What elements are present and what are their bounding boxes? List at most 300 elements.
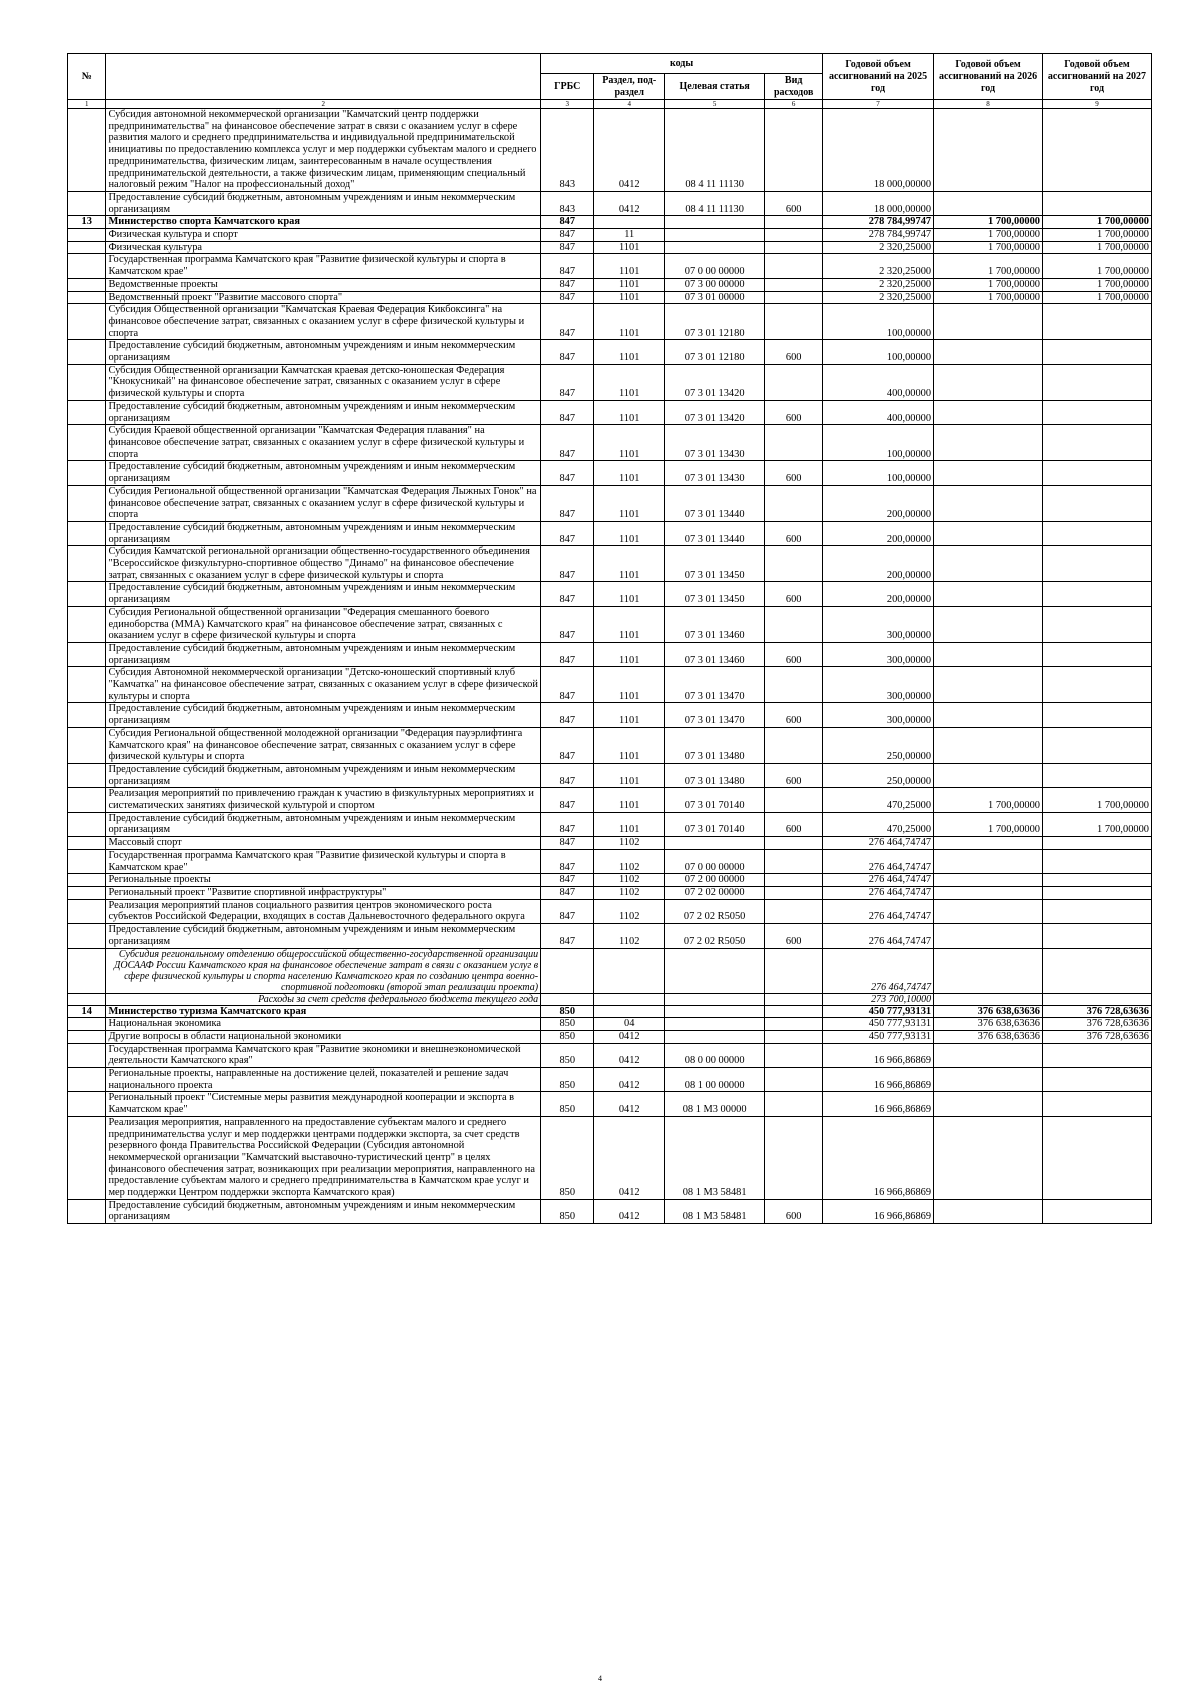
cell-target: 08 4 11 11130 xyxy=(664,191,764,215)
cell-type xyxy=(765,837,823,850)
cell-grbs: 847 xyxy=(541,340,594,364)
cell-type: 600 xyxy=(765,763,823,787)
cell-2026 xyxy=(934,425,1043,461)
cell-name: Реализация мероприятий планов социального развития центров экономического роста субъектов Российской Федерации, входящих в состав Дальневосточного федерального округа xyxy=(106,899,541,923)
cell-type: 600 xyxy=(765,924,823,948)
cell-number xyxy=(68,606,106,642)
cell-type xyxy=(765,278,823,291)
cell-name: Субсидия Общественной организации Камчатская краевая детско-юношеская Федерация "Кнокусникай" на финансовое обеспечение затрат, связанных с оказанием услуг в сфере физической культуры и спорта xyxy=(106,364,541,400)
cell-number xyxy=(68,340,106,364)
cell-name: Субсидия Камчатской региональной организации общественно-государственного объединения "Всероссийское физкультурно-спортивное общество "Динамо" на финансовое обеспечение затрат, связанных с оказанием услуг в сфере физической культуры и спорта xyxy=(106,546,541,582)
cell-type xyxy=(765,1116,823,1199)
cell-2027 xyxy=(1043,340,1152,364)
table-row xyxy=(68,1030,1152,1043)
cell-name: Субсидия автономной некоммерческой организации "Камчатский центр поддержки предпринимательства" на финансовое обеспечение затрат в связи с оказанием услуг в сфере развития малого и среднего предпринимательства и индивидуальной предпринимательской инициативы по предоставлению комплекса услуг и мер поддержки субъектам малого и среднего предпринимательства, физическим лицам, заинтересованным в начале осуществления предпринимательской деятельности, а также физическим лицам, применяющим специальный налоговый режим "Налог на профессиональный доход" xyxy=(106,109,541,192)
cell-grbs: 847 xyxy=(541,216,594,229)
cell-2025: 276 464,74747 xyxy=(823,849,934,873)
cell-2026 xyxy=(934,364,1043,400)
cell-type xyxy=(765,254,823,278)
table-row xyxy=(68,278,1152,291)
cell-grbs: 847 xyxy=(541,703,594,727)
column-number: 5 xyxy=(664,100,764,109)
cell-section: 1101 xyxy=(594,291,664,304)
cell-2027 xyxy=(1043,400,1152,424)
cell-2026 xyxy=(934,304,1043,340)
cell-2025: 200,00000 xyxy=(823,546,934,582)
cell-target: 07 3 01 00000 xyxy=(664,291,764,304)
cell-number xyxy=(68,667,106,703)
cell-2025: 300,00000 xyxy=(823,606,934,642)
cell-2027 xyxy=(1043,899,1152,923)
cell-type xyxy=(765,546,823,582)
cell-section xyxy=(594,948,664,993)
cell-target xyxy=(664,1030,764,1043)
cell-name: Субсидия Региональной общественной организации "Камчатская Федерация Лыжных Гонок" на финансовое обеспечение затрат, связанных с оказанием услуг в сфере физической культуры и спорта xyxy=(106,485,541,521)
cell-2027 xyxy=(1043,1199,1152,1223)
cell-name: Предоставление субсидий бюджетным, автономным учреждениям и иным некоммерческим организациям xyxy=(106,191,541,215)
cell-2027: 1 700,00000 xyxy=(1043,229,1152,242)
cell-number xyxy=(68,993,106,1005)
cell-name: Предоставление субсидий бюджетным, автономным учреждениям и иным некоммерческим организациям xyxy=(106,582,541,606)
cell-target: 07 2 02 R5050 xyxy=(664,924,764,948)
cell-number xyxy=(68,304,106,340)
cell-name: Субсидия Региональной общественной организации "Федерация смешанного боевого единоборства (ММА) Камчатского края" на финансовое обеспечение затрат, связанных с оказанием услуг в сфере физической культуры и спорта xyxy=(106,606,541,642)
cell-2026: 1 700,00000 xyxy=(934,278,1043,291)
cell-2027 xyxy=(1043,364,1152,400)
cell-name: Реализация мероприятий по привлечению граждан к участию в физкультурных мероприятиях и систематических занятиях физической культурой и спортом xyxy=(106,788,541,812)
header-2027: Годовой объем ассигнований на 2027 год xyxy=(1043,54,1152,100)
cell-number xyxy=(68,948,106,993)
cell-2026 xyxy=(934,993,1043,1005)
cell-2026: 1 700,00000 xyxy=(934,229,1043,242)
cell-target: 07 3 01 13430 xyxy=(664,425,764,461)
cell-2025: 2 320,25000 xyxy=(823,291,934,304)
cell-grbs: 850 xyxy=(541,1030,594,1043)
cell-2026 xyxy=(934,763,1043,787)
cell-2027 xyxy=(1043,191,1152,215)
cell-target: 07 3 01 13470 xyxy=(664,667,764,703)
column-number: 4 xyxy=(594,100,664,109)
cell-target: 07 3 01 13420 xyxy=(664,400,764,424)
cell-number xyxy=(68,1018,106,1031)
cell-section: 1101 xyxy=(594,304,664,340)
cell-grbs xyxy=(541,993,594,1005)
cell-number xyxy=(68,254,106,278)
table-row xyxy=(68,340,1152,364)
cell-number xyxy=(68,278,106,291)
cell-2026 xyxy=(934,727,1043,763)
cell-2026 xyxy=(934,191,1043,215)
cell-target: 07 3 01 13480 xyxy=(664,763,764,787)
cell-2025: 276 464,74747 xyxy=(823,924,934,948)
cell-name: Физическая культура xyxy=(106,241,541,254)
cell-type: 600 xyxy=(765,1199,823,1223)
cell-2025: 200,00000 xyxy=(823,582,934,606)
cell-type xyxy=(765,1030,823,1043)
cell-2027 xyxy=(1043,461,1152,485)
cell-target: 07 3 01 13460 xyxy=(664,642,764,666)
cell-grbs: 847 xyxy=(541,229,594,242)
header-2025: Годовой объем ассигнований на 2025 год xyxy=(823,54,934,100)
cell-section xyxy=(594,216,664,229)
table-row xyxy=(68,229,1152,242)
header-no: № xyxy=(68,54,106,100)
cell-target: 07 3 01 13450 xyxy=(664,582,764,606)
cell-section: 1101 xyxy=(594,485,664,521)
cell-section: 0412 xyxy=(594,1043,664,1067)
cell-name: Другие вопросы в области национальной экономики xyxy=(106,1030,541,1043)
cell-2026 xyxy=(934,703,1043,727)
table-row xyxy=(68,1005,1152,1018)
cell-2025: 18 000,00000 xyxy=(823,191,934,215)
cell-target: 08 1 М3 00000 xyxy=(664,1092,764,1116)
cell-2025: 400,00000 xyxy=(823,400,934,424)
cell-section: 1101 xyxy=(594,400,664,424)
cell-2025: 400,00000 xyxy=(823,364,934,400)
cell-type: 600 xyxy=(765,461,823,485)
cell-grbs: 847 xyxy=(541,887,594,900)
table-row xyxy=(68,763,1152,787)
cell-type xyxy=(765,899,823,923)
cell-2027 xyxy=(1043,521,1152,545)
cell-number xyxy=(68,727,106,763)
cell-target xyxy=(664,241,764,254)
cell-2026 xyxy=(934,606,1043,642)
cell-2027 xyxy=(1043,887,1152,900)
cell-target: 07 0 00 00000 xyxy=(664,254,764,278)
table-row xyxy=(68,521,1152,545)
cell-target: 08 1 М3 58481 xyxy=(664,1199,764,1223)
cell-number xyxy=(68,1199,106,1223)
cell-2027 xyxy=(1043,703,1152,727)
header-section: Раздел, под-раздел xyxy=(594,74,664,100)
cell-2025: 450 777,93131 xyxy=(823,1030,934,1043)
cell-2027 xyxy=(1043,606,1152,642)
table-row xyxy=(68,364,1152,400)
cell-2026: 1 700,00000 xyxy=(934,241,1043,254)
cell-type xyxy=(765,364,823,400)
cell-number xyxy=(68,582,106,606)
cell-2026: 1 700,00000 xyxy=(934,812,1043,836)
cell-2026: 376 638,63636 xyxy=(934,1018,1043,1031)
cell-grbs: 847 xyxy=(541,400,594,424)
cell-type xyxy=(765,874,823,887)
cell-number xyxy=(68,642,106,666)
cell-target xyxy=(664,229,764,242)
cell-2026: 376 638,63636 xyxy=(934,1030,1043,1043)
table-row xyxy=(68,216,1152,229)
cell-type: 600 xyxy=(765,703,823,727)
cell-type xyxy=(765,425,823,461)
cell-grbs: 847 xyxy=(541,291,594,304)
cell-2026 xyxy=(934,924,1043,948)
cell-section: 1101 xyxy=(594,340,664,364)
table-row xyxy=(68,812,1152,836)
cell-number xyxy=(68,924,106,948)
table-row xyxy=(68,400,1152,424)
cell-section: 1101 xyxy=(594,788,664,812)
cell-type xyxy=(765,993,823,1005)
column-number: 1 xyxy=(68,100,106,109)
cell-section: 1101 xyxy=(594,642,664,666)
cell-type: 600 xyxy=(765,812,823,836)
cell-2026 xyxy=(934,340,1043,364)
cell-2025: 276 464,74747 xyxy=(823,874,934,887)
header-grbs: ГРБС xyxy=(541,74,594,100)
cell-2027 xyxy=(1043,304,1152,340)
cell-name: Ведомственные проекты xyxy=(106,278,541,291)
cell-name: Национальная экономика xyxy=(106,1018,541,1031)
cell-type xyxy=(765,727,823,763)
cell-name: Предоставление субсидий бюджетным, автономным учреждениям и иным некоммерческим организациям xyxy=(106,521,541,545)
cell-number xyxy=(68,703,106,727)
cell-target xyxy=(664,837,764,850)
cell-section: 1101 xyxy=(594,278,664,291)
cell-grbs: 847 xyxy=(541,667,594,703)
cell-2027 xyxy=(1043,763,1152,787)
table-row xyxy=(68,582,1152,606)
table-row xyxy=(68,1068,1152,1092)
cell-grbs: 847 xyxy=(541,278,594,291)
column-number-row xyxy=(68,100,1152,109)
cell-type xyxy=(765,229,823,242)
cell-2027 xyxy=(1043,667,1152,703)
cell-name: Предоставление субсидий бюджетным, автономным учреждениям и иным некоммерческим организациям xyxy=(106,924,541,948)
table-row xyxy=(68,461,1152,485)
cell-2025: 450 777,93131 xyxy=(823,1005,934,1018)
cell-grbs: 847 xyxy=(541,582,594,606)
cell-target: 07 3 01 12180 xyxy=(664,304,764,340)
cell-section: 1101 xyxy=(594,461,664,485)
cell-number xyxy=(68,229,106,242)
cell-type xyxy=(765,849,823,873)
cell-section: 1101 xyxy=(594,727,664,763)
cell-number xyxy=(68,109,106,192)
cell-2025: 100,00000 xyxy=(823,425,934,461)
table-row xyxy=(68,667,1152,703)
cell-2026: 1 700,00000 xyxy=(934,788,1043,812)
table-row xyxy=(68,1092,1152,1116)
cell-target xyxy=(664,948,764,993)
cell-grbs: 847 xyxy=(541,606,594,642)
cell-2027 xyxy=(1043,727,1152,763)
cell-grbs: 850 xyxy=(541,1116,594,1199)
cell-name: Предоставление субсидий бюджетным, автономным учреждениям и иным некоммерческим организациям xyxy=(106,763,541,787)
cell-2025: 273 700,10000 xyxy=(823,993,934,1005)
cell-number xyxy=(68,291,106,304)
cell-section: 0412 xyxy=(594,1116,664,1199)
cell-type xyxy=(765,485,823,521)
cell-target: 07 3 01 13440 xyxy=(664,521,764,545)
cell-name: Расходы за счет средств федерального бюджета текущего года xyxy=(106,993,541,1005)
table-header xyxy=(68,54,1152,109)
cell-2027 xyxy=(1043,1068,1152,1092)
cell-2026: 1 700,00000 xyxy=(934,254,1043,278)
cell-name: Региональные проекты, направленные на достижение целей, показателей и решение задач национального проекта xyxy=(106,1068,541,1092)
cell-number xyxy=(68,849,106,873)
cell-grbs: 847 xyxy=(541,924,594,948)
cell-name: Министерство спорта Камчатского края xyxy=(106,216,541,229)
table-row xyxy=(68,788,1152,812)
table-row xyxy=(68,948,1152,993)
cell-target: 08 4 11 11130 xyxy=(664,109,764,192)
cell-2027: 1 700,00000 xyxy=(1043,812,1152,836)
cell-name: Предоставление субсидий бюджетным, автономным учреждениям и иным некоммерческим организациям xyxy=(106,703,541,727)
cell-section: 1101 xyxy=(594,241,664,254)
cell-2027 xyxy=(1043,642,1152,666)
cell-target: 07 3 01 13480 xyxy=(664,727,764,763)
cell-2027 xyxy=(1043,1043,1152,1067)
cell-2025: 470,25000 xyxy=(823,788,934,812)
cell-grbs: 850 xyxy=(541,1005,594,1018)
budget-table xyxy=(67,53,1152,1224)
cell-2025: 16 966,86869 xyxy=(823,1043,934,1067)
column-number: 9 xyxy=(1043,100,1152,109)
cell-grbs: 847 xyxy=(541,874,594,887)
cell-name: Субсидия Региональной общественной молодежной организации "Федерация пауэрлифтинга Камчатского края" на финансовое обеспечение затрат, связанных с оказанием услуг в сфере физической культуры и спорта xyxy=(106,727,541,763)
cell-2025: 276 464,74747 xyxy=(823,899,934,923)
cell-target: 08 1 00 00000 xyxy=(664,1068,764,1092)
cell-type xyxy=(765,667,823,703)
cell-target: 07 3 01 13450 xyxy=(664,546,764,582)
cell-name: Предоставление субсидий бюджетным, автономным учреждениям и иным некоммерческим организациям xyxy=(106,340,541,364)
cell-type xyxy=(765,1005,823,1018)
cell-2025: 450 777,93131 xyxy=(823,1018,934,1031)
table-row xyxy=(68,849,1152,873)
column-number: 7 xyxy=(823,100,934,109)
cell-grbs: 847 xyxy=(541,364,594,400)
cell-grbs: 847 xyxy=(541,899,594,923)
cell-section: 0412 xyxy=(594,1030,664,1043)
table-row xyxy=(68,546,1152,582)
cell-2025: 250,00000 xyxy=(823,727,934,763)
cell-number: 13 xyxy=(68,216,106,229)
cell-2027: 1 700,00000 xyxy=(1043,241,1152,254)
cell-name: Физическая культура и спорт xyxy=(106,229,541,242)
cell-grbs: 847 xyxy=(541,849,594,873)
table-row xyxy=(68,924,1152,948)
cell-name: Ведомственный проект "Развитие массового спорта" xyxy=(106,291,541,304)
cell-section: 1101 xyxy=(594,521,664,545)
cell-2025: 200,00000 xyxy=(823,521,934,545)
cell-2025: 16 966,86869 xyxy=(823,1116,934,1199)
cell-2027: 1 700,00000 xyxy=(1043,254,1152,278)
cell-name: Государственная программа Камчатского края "Развитие физической культуры и спорта в Камчатском крае" xyxy=(106,254,541,278)
cell-2025: 16 966,86869 xyxy=(823,1068,934,1092)
cell-type xyxy=(765,109,823,192)
cell-section: 1101 xyxy=(594,763,664,787)
cell-2027 xyxy=(1043,425,1152,461)
cell-number xyxy=(68,191,106,215)
cell-2025: 2 320,25000 xyxy=(823,254,934,278)
cell-target: 07 3 01 70140 xyxy=(664,788,764,812)
cell-2027 xyxy=(1043,1116,1152,1199)
cell-name: Массовый спорт xyxy=(106,837,541,850)
header-codes: коды xyxy=(541,54,823,74)
table-row xyxy=(68,425,1152,461)
cell-2027 xyxy=(1043,485,1152,521)
cell-2026 xyxy=(934,1199,1043,1223)
cell-2025: 100,00000 xyxy=(823,304,934,340)
cell-2026 xyxy=(934,1068,1043,1092)
cell-target: 08 1 М3 58481 xyxy=(664,1116,764,1199)
cell-target: 07 3 01 13470 xyxy=(664,703,764,727)
cell-2027 xyxy=(1043,109,1152,192)
cell-2025: 470,25000 xyxy=(823,812,934,836)
cell-2027: 376 728,63636 xyxy=(1043,1030,1152,1043)
cell-target: 07 3 01 13460 xyxy=(664,606,764,642)
cell-target: 07 2 02 R5050 xyxy=(664,899,764,923)
cell-section: 0412 xyxy=(594,1199,664,1223)
cell-grbs: 847 xyxy=(541,727,594,763)
cell-number xyxy=(68,521,106,545)
cell-grbs: 847 xyxy=(541,521,594,545)
cell-2027 xyxy=(1043,874,1152,887)
cell-section: 04 xyxy=(594,1018,664,1031)
cell-grbs: 850 xyxy=(541,1092,594,1116)
column-number: 3 xyxy=(541,100,594,109)
cell-number xyxy=(68,364,106,400)
cell-number: 14 xyxy=(68,1005,106,1018)
cell-number xyxy=(68,241,106,254)
cell-2025: 2 320,25000 xyxy=(823,241,934,254)
cell-name: Государственная программа Камчатского края "Развитие экономики и внешнеэкономической деятельности Камчатского края" xyxy=(106,1043,541,1067)
table-row xyxy=(68,304,1152,340)
table-row xyxy=(68,485,1152,521)
cell-number xyxy=(68,461,106,485)
cell-section: 1101 xyxy=(594,667,664,703)
cell-number xyxy=(68,1043,106,1067)
cell-grbs: 843 xyxy=(541,109,594,192)
table-row xyxy=(68,254,1152,278)
cell-grbs: 847 xyxy=(541,485,594,521)
table-row xyxy=(68,899,1152,923)
cell-section: 1102 xyxy=(594,924,664,948)
cell-section: 1101 xyxy=(594,425,664,461)
cell-section: 1101 xyxy=(594,703,664,727)
cell-target: 07 0 00 00000 xyxy=(664,849,764,873)
cell-2027: 376 728,63636 xyxy=(1043,1018,1152,1031)
cell-2027: 376 728,63636 xyxy=(1043,1005,1152,1018)
header-target: Целевая статья xyxy=(664,74,764,100)
cell-2027 xyxy=(1043,849,1152,873)
cell-2027: 1 700,00000 xyxy=(1043,278,1152,291)
cell-grbs: 847 xyxy=(541,642,594,666)
cell-type xyxy=(765,241,823,254)
cell-name: Предоставление субсидий бюджетным, автономным учреждениям и иным некоммерческим организациям xyxy=(106,1199,541,1223)
cell-2025: 300,00000 xyxy=(823,667,934,703)
cell-target: 07 3 01 13430 xyxy=(664,461,764,485)
cell-name: Государственная программа Камчатского края "Развитие физической культуры и спорта в Камчатском крае" xyxy=(106,849,541,873)
cell-section: 0412 xyxy=(594,1068,664,1092)
cell-name: Региональный проект "Развитие спортивной инфраструктуры" xyxy=(106,887,541,900)
header-2026: Годовой объем ассигнований на 2026 год xyxy=(934,54,1043,100)
cell-type xyxy=(765,216,823,229)
column-number: 2 xyxy=(106,100,541,109)
cell-grbs: 850 xyxy=(541,1018,594,1031)
cell-grbs: 847 xyxy=(541,254,594,278)
cell-2027: 1 700,00000 xyxy=(1043,216,1152,229)
header-type: Вид расходов xyxy=(765,74,823,100)
cell-number xyxy=(68,1030,106,1043)
cell-section: 0412 xyxy=(594,191,664,215)
cell-section: 1101 xyxy=(594,582,664,606)
cell-section: 1101 xyxy=(594,812,664,836)
cell-section: 11 xyxy=(594,229,664,242)
cell-2025: 2 320,25000 xyxy=(823,278,934,291)
table-row xyxy=(68,191,1152,215)
cell-name: Министерство туризма Камчатского края xyxy=(106,1005,541,1018)
